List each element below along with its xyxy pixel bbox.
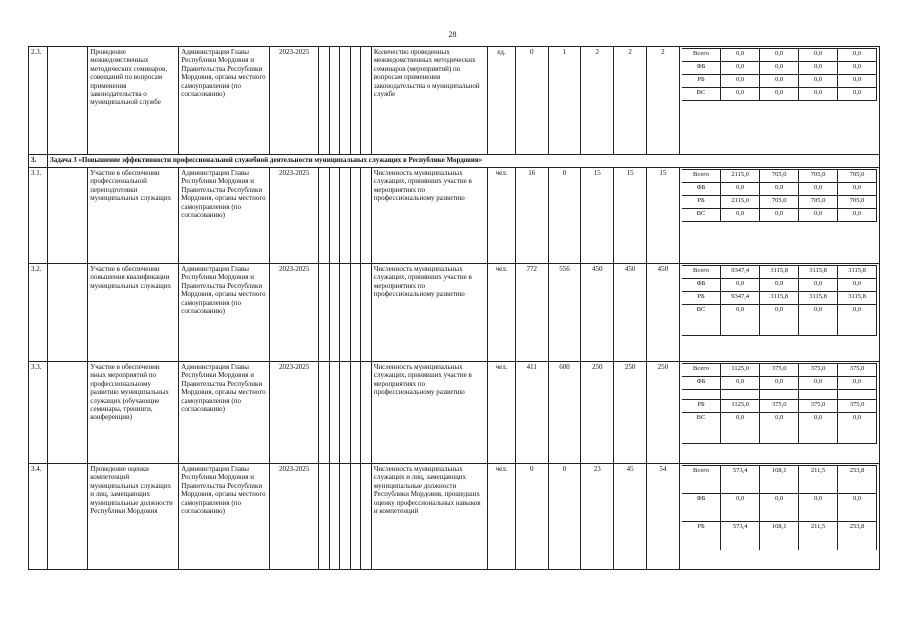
table-row <box>29 47 880 155</box>
financing-block: Всего 573,4 108,1 211,5 253,8 ФБ 0,0 0,0 0,0 0,0 РБ 573,4 108,1 211,5 253,8 <box>679 464 879 570</box>
row-number: 3.1. <box>29 168 48 264</box>
value-year-3: 450 <box>614 264 647 362</box>
indicator: Численность муниципальных служащих, принявших участие в мероприятиях по профессиональному развитию <box>371 362 487 464</box>
unit: ед. <box>488 47 516 155</box>
table-row <box>29 464 880 570</box>
value-year-1: 600 <box>548 362 581 464</box>
indicator: Численность муниципальных служащих и лиц, замещающих муниципальные должности Республики Мордовия, прошедших оценку профессиональных навыков и компетенций <box>371 464 487 570</box>
value-year-3: 45 <box>614 464 647 570</box>
executor: Администрация Главы Республики Мордовия и Правительства Республики Мордовия, органы местного самоуправления (по согласованию) <box>179 362 270 464</box>
value-base: 0 <box>515 47 548 155</box>
value-year-4: 2 <box>647 47 680 155</box>
unit: чел. <box>488 168 516 264</box>
period: 2023-2025 <box>270 168 319 264</box>
value-year-4: 450 <box>647 264 680 362</box>
value-year-1: 1 <box>548 47 581 155</box>
executor: Администрация Главы Республики Мордовия и Правительства Республики Мордовия, органы местного самоуправления (по согласованию) <box>179 47 270 155</box>
indicator: Численность муниципальных служащих, принявших участие в мероприятиях по профессиональному развитию <box>371 168 487 264</box>
period: 2023-2025 <box>270 47 319 155</box>
value-year-2: 23 <box>581 464 614 570</box>
task-header-row <box>29 155 880 168</box>
activity-name: Участие в обеспечении профессиональной переподготовки муниципальных служащих <box>88 168 179 264</box>
table-row <box>29 168 880 264</box>
value-year-2: 2 <box>581 47 614 155</box>
value-year-3: 2 <box>614 47 647 155</box>
financing-block: Всего 0,0 0,0 0,0 0,0 ФБ 0,0 0,0 0,0 0,0 РБ 0,0 0,0 0,0 0,0 ВС 0,0 0,0 0,0 0,0 <box>679 47 879 155</box>
value-year-4: 15 <box>647 168 680 264</box>
program-table <box>28 46 880 570</box>
activity-name: Участие в обеспечении повышения квалификации муниципальных служащих <box>88 264 179 362</box>
activity-name: Проведение оценки компетенций муниципальных служащих и лиц, замещающих муниципальные должности Республики Мордовия <box>88 464 179 570</box>
activity-name: Участие в обеспечении иных мероприятий по профессиональному развитию муниципальных служащих (обучающие семинары, тренинги, конференции) <box>88 362 179 464</box>
value-year-1: 0 <box>548 168 581 264</box>
value-year-2: 450 <box>581 264 614 362</box>
value-year-1: 0 <box>548 464 581 570</box>
financing-block: Всего 1125,0 375,0 375,0 375,0 ФБ 0,0 0,0 0,0 0,0 РБ 1125,0 375,0 375,0 375,0 ВС 0,0 0,0 0,0 0,0 <box>679 362 879 464</box>
indicator: Количество проведенных межведомственных методических семинаров (мероприятий) по вопросам применения законодательства о муниципальной службе <box>371 47 487 155</box>
value-year-3: 15 <box>614 168 647 264</box>
row-number: 3.2. <box>29 264 48 362</box>
task-title: Задача 3 «Повышение эффективности профессиональной служебной деятельности муниципальных служащих в Республике Мордовия» <box>48 155 880 168</box>
indicator: Численность муниципальных служащих, принявших участие в мероприятиях по профессиональному развитию <box>371 264 487 362</box>
executor: Администрация Главы Республики Мордовия и Правительства Республики Мордовия, органы местного самоуправления (по согласованию) <box>179 168 270 264</box>
unit: чел. <box>488 264 516 362</box>
task-number: 3. <box>29 155 48 168</box>
value-year-4: 54 <box>647 464 680 570</box>
value-base: 772 <box>515 264 548 362</box>
period: 2023-2025 <box>270 362 319 464</box>
activity-name: Проведение межведомственных методических семинаров, совещаний по вопросам применения законодательства о муниципальной службе <box>88 47 179 155</box>
period: 2023-2025 <box>270 464 319 570</box>
value-year-4: 250 <box>647 362 680 464</box>
value-base: 411 <box>515 362 548 464</box>
value-year-3: 250 <box>614 362 647 464</box>
unit: чел. <box>488 362 516 464</box>
financing-block: Всего 2115,0 705,0 705,0 705,0 ФБ 0,0 0,0 0,0 0,0 РБ 2115,0 705,0 705,0 705,0 ВС 0,0 0,0 0,0 0,0 <box>679 168 879 264</box>
table-row <box>29 264 880 362</box>
period: 2023-2025 <box>270 264 319 362</box>
executor: Администрация Главы Республики Мордовия и Правительства Республики Мордовия, органы местного самоуправления (по согласованию) <box>179 464 270 570</box>
value-base: 16 <box>515 168 548 264</box>
unit: чел. <box>488 464 516 570</box>
value-year-2: 250 <box>581 362 614 464</box>
executor: Администрация Главы Республики Мордовия и Правительства Республики Мордовия, органы местного самоуправления (по согласованию) <box>179 264 270 362</box>
table-row <box>29 362 880 464</box>
row-number: 3.4. <box>29 464 48 570</box>
page-number: 28 <box>448 30 457 39</box>
financing-block: Всего 9347,4 3115,8 3115,8 3115,8 ФБ 0,0 0,0 0,0 0,0 РБ 9347,4 3115,8 3115,8 3115,8 ВС 0,0 0,0 0,0 0,0 <box>679 264 879 362</box>
value-year-1: 556 <box>548 264 581 362</box>
row-number: 3.3. <box>29 362 48 464</box>
value-base: 0 <box>515 464 548 570</box>
value-year-2: 15 <box>581 168 614 264</box>
row-number: 2.3. <box>29 47 48 155</box>
